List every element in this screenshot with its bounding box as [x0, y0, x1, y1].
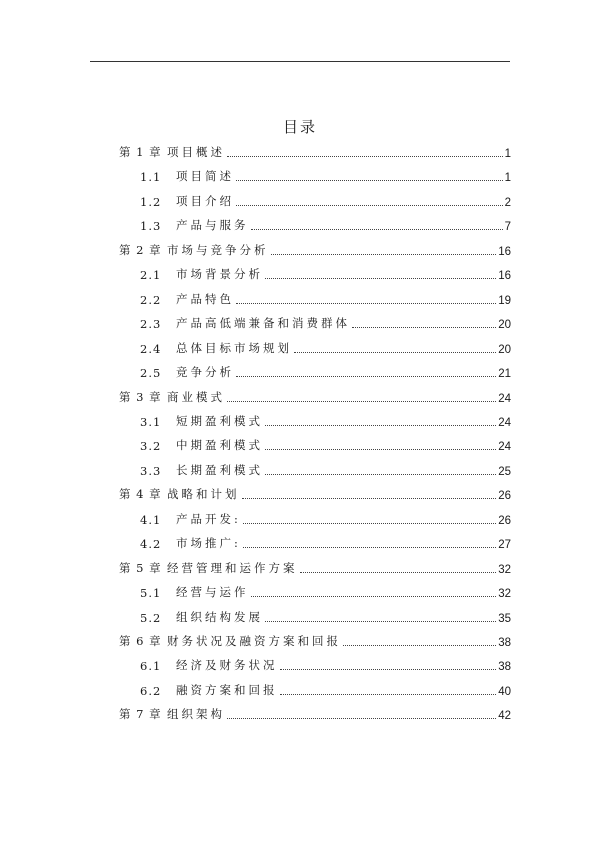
toc-page-number: 2	[504, 196, 511, 209]
toc-dot-leader	[265, 621, 496, 622]
toc-entry-title: 产品特色	[176, 291, 234, 306]
toc-entry-number: 第 3 章	[119, 389, 162, 404]
toc-entry-title: 中期盈利模式	[176, 438, 263, 453]
toc-dot-leader	[227, 401, 496, 402]
toc-page-number: 24	[498, 416, 511, 429]
toc-section-entry[interactable]	[140, 433, 511, 453]
toc-entry-title: 总体目标市场规划	[176, 340, 292, 355]
toc-section-entry[interactable]	[140, 531, 511, 551]
toc-dot-leader	[265, 278, 496, 279]
toc-entry-number: 1.3	[140, 219, 162, 234]
toc-page-number: 26	[498, 490, 511, 503]
toc-page-number: 24	[498, 441, 511, 454]
toc-entry-title: 战略和计划	[167, 487, 240, 502]
toc-entry-number: 5.1	[140, 586, 162, 601]
toc-entry-title: 项目简述	[176, 169, 234, 184]
toc-page-number: 25	[498, 465, 511, 478]
toc-page-number: 1	[504, 148, 511, 160]
toc-entry-number: 2.3	[140, 317, 162, 332]
toc-section-entry[interactable]	[140, 605, 511, 625]
toc-entry-title: 市场推广:	[176, 536, 241, 551]
toc-entry-number: 第 1 章	[119, 145, 162, 159]
toc-entry-number: 1.2	[140, 194, 162, 209]
toc-dot-leader	[236, 303, 496, 304]
toc-entry-number: 6.1	[140, 659, 162, 674]
toc-entry-number: 第 4 章	[119, 487, 162, 502]
toc-section-entry[interactable]	[140, 164, 511, 184]
toc-entry-title: 经营与运作	[176, 585, 249, 600]
toc-chapter-entry[interactable]	[119, 385, 511, 405]
toc-entry-title: 市场背景分析	[176, 267, 263, 282]
toc-entry-title: 竞争分析	[176, 365, 234, 380]
toc-entry-number: 5.2	[140, 610, 162, 625]
toc-entry-title: 项目介绍	[176, 193, 234, 208]
toc-chapter-entry[interactable]	[119, 238, 511, 258]
toc-entry-number: 4.2	[140, 537, 162, 552]
toc-page-number: 38	[498, 661, 511, 674]
toc-entry-title: 短期盈利模式	[176, 413, 263, 428]
toc-page-number: 20	[498, 319, 511, 332]
toc-entry-number: 3.3	[140, 463, 162, 478]
toc-dot-leader	[280, 694, 497, 695]
toc-page-number: 16	[498, 245, 511, 258]
toc-chapter-entry[interactable]	[119, 482, 511, 502]
toc-entry-number: 第 6 章	[119, 634, 162, 648]
toc-chapter-entry[interactable]	[119, 629, 511, 649]
toc-entry-title: 长期盈利模式	[176, 462, 263, 477]
toc-dot-leader	[294, 352, 496, 353]
toc-dot-leader	[236, 376, 496, 377]
toc-entry-title: 项目概述	[167, 145, 225, 159]
toc-entry-number: 第 7 章	[119, 707, 162, 722]
toc-entry-number: 1.1	[140, 170, 162, 185]
toc-page-number: 21	[498, 368, 511, 381]
toc-dot-leader	[227, 718, 496, 719]
toc-dot-leader	[265, 449, 496, 450]
toc-page-number: 32	[498, 563, 511, 576]
toc-entry-number: 第 2 章	[119, 242, 162, 257]
toc-dot-leader	[265, 474, 496, 475]
toc-entry-title: 组织结构发展	[176, 609, 263, 624]
toc-page-number: 20	[498, 343, 511, 356]
toc-entry-title: 财务状况及融资方案和回报	[167, 634, 341, 648]
toc-section-entry[interactable]	[140, 360, 511, 380]
toc-page-number: 16	[498, 270, 511, 283]
toc-entry-number: 6.2	[140, 683, 162, 698]
toc-section-entry[interactable]	[140, 458, 511, 478]
toc-dot-leader	[271, 254, 497, 255]
toc-entry-number: 2.2	[140, 292, 162, 307]
toc-page-number: 1	[504, 172, 511, 185]
toc-entry-number: 4.1	[140, 512, 162, 527]
toc-entry-title: 产品高低端兼备和消费群体	[176, 316, 350, 331]
toc-page-number: 19	[498, 294, 511, 307]
toc-entry-title: 商业模式	[167, 389, 225, 404]
toc-entry-number: 2.4	[140, 341, 162, 356]
toc-dot-leader	[280, 669, 497, 670]
toc-dot-leader	[251, 596, 497, 597]
toc-section-entry[interactable]	[140, 580, 511, 600]
toc-chapter-entry[interactable]	[119, 140, 511, 160]
toc-entry-title: 经营管理和运作方案	[167, 560, 298, 575]
toc-dot-leader	[343, 645, 496, 646]
toc-dot-leader	[236, 180, 503, 181]
toc-entry-number: 2.1	[140, 268, 162, 283]
toc-section-entry[interactable]	[140, 336, 511, 356]
toc-page-number: 7	[504, 221, 511, 234]
toc-entry-number: 3.1	[140, 414, 162, 429]
toc-entry-title: 融资方案和回报	[176, 682, 278, 697]
toc-section-entry[interactable]	[140, 287, 511, 307]
toc-dot-leader	[236, 205, 503, 206]
toc-section-entry[interactable]	[140, 507, 511, 527]
toc-dot-leader	[227, 156, 503, 157]
toc-entry-number: 3.2	[140, 439, 162, 454]
toc-section-entry[interactable]	[140, 311, 511, 331]
toc-dot-leader	[300, 572, 497, 573]
header-rule	[90, 61, 510, 62]
toc-entry-number: 第 5 章	[119, 560, 162, 575]
toc-dot-leader	[352, 327, 496, 328]
toc-entry-title: 产品与服务	[176, 218, 249, 233]
toc-entry-title: 组织架构	[167, 707, 225, 722]
toc-page-number: 27	[498, 539, 511, 552]
toc-page-number: 35	[498, 612, 511, 625]
toc-chapter-entry[interactable]	[119, 556, 511, 576]
toc-entry-title: 产品开发:	[176, 511, 241, 526]
toc-dot-leader	[265, 425, 496, 426]
toc-entry-title: 市场与竞争分析	[167, 242, 269, 257]
toc-section-entry[interactable]	[140, 213, 511, 233]
toc-page-number: 32	[498, 588, 511, 601]
toc-section-entry[interactable]	[140, 189, 511, 209]
toc-dot-leader	[243, 523, 496, 524]
toc-section-entry[interactable]	[140, 678, 511, 698]
toc-section-entry[interactable]	[140, 262, 511, 282]
toc-entry-title: 经济及财务状况	[176, 658, 278, 673]
toc-dot-leader	[243, 547, 496, 548]
page-title: 目录	[282, 118, 317, 136]
toc-dot-leader	[242, 498, 497, 499]
toc-dot-leader	[251, 229, 503, 230]
toc-page-number: 38	[498, 637, 511, 649]
toc-section-entry[interactable]	[140, 409, 511, 429]
toc-entry-number: 2.5	[140, 366, 162, 381]
toc-page-number: 42	[498, 710, 511, 723]
toc-page-number: 26	[498, 514, 511, 527]
toc-section-entry[interactable]	[140, 653, 511, 673]
toc-chapter-entry[interactable]	[119, 702, 511, 722]
toc-page-number: 40	[498, 685, 511, 698]
toc-page-number: 24	[498, 392, 511, 405]
